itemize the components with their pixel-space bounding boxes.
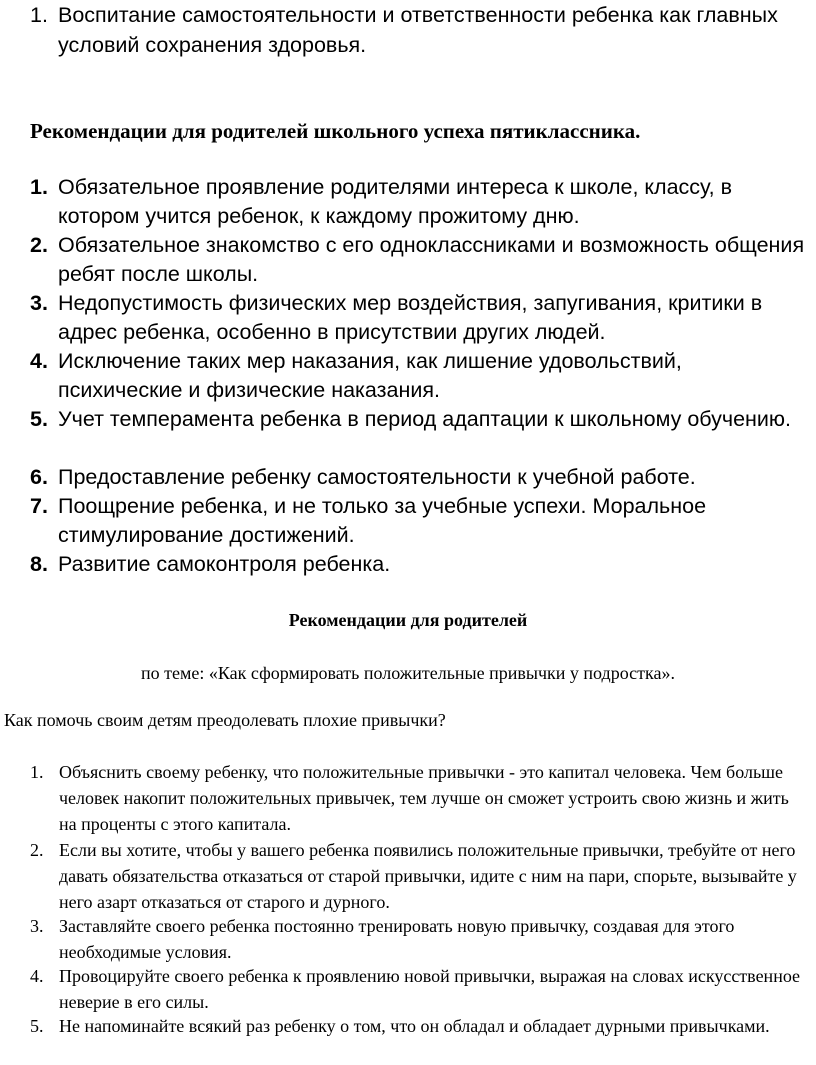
item-number: 3.: [30, 916, 44, 936]
list-item: [30, 759, 810, 837]
item-number: 2.: [30, 840, 44, 860]
item-number: 6.: [30, 465, 48, 489]
question-heading: Как помочь своим детям преодолевать плохие привычки?: [4, 710, 446, 730]
item-text: Предоставление ребенку самостоятельности к учебной работе.: [58, 465, 696, 489]
list-item: [30, 1013, 810, 1039]
item-text: Обязательное проявление родителями интереса к школе, классу, в котором учится ребенок, к каждому прожитому дню.: [58, 175, 733, 228]
item-text: Исключение таких мер наказания, как лишение удовольствий, психические и физические наказания.: [58, 349, 682, 402]
item-number: 1.: [30, 175, 48, 199]
list-item: [30, 173, 810, 231]
item-text: Заставляйте своего ребенка постоянно тренировать новую привычку, создавая для этого необходимые условия.: [59, 916, 735, 962]
item-number: 1.: [30, 762, 44, 782]
list-item: [30, 837, 810, 915]
list-item: [30, 347, 810, 405]
item-number: 8.: [30, 552, 48, 576]
item-number: 4.: [30, 966, 44, 986]
item-number: 3.: [30, 291, 48, 315]
item-number: 1.: [30, 3, 48, 27]
item-text: Объяснить своему ребенку, что положительные привычки - это капитал человека. Чем больше человек накопит положительных привычек, тем лучше он сможет устроить свою жизнь и жить на проценты с этого капитала.: [59, 762, 789, 834]
section-subtitle: по теме: «Как сформировать положительные привычки у подростка».: [141, 663, 675, 683]
item-text: Провоцируйте своего ребенка к проявлению новой привычки, выражая на словах искусственное неверие в его силы.: [59, 966, 801, 1012]
list-item: [30, 0, 800, 60]
item-number: 2.: [30, 233, 48, 257]
item-number: 5.: [30, 407, 48, 431]
list-item: [30, 289, 810, 347]
list-item: [30, 963, 810, 1015]
item-number: 7.: [30, 494, 48, 518]
list-item: [30, 463, 810, 492]
item-text: Если вы хотите, чтобы у вашего ребенка появились положительные привычки, требуйте от него давать обязательства отказаться от старой привычки, идите с ним на пари, спорьте, вызывайте у него азарт отказаться от старого и дурного.: [59, 840, 797, 912]
list-item: [30, 492, 810, 550]
list-item: [30, 550, 810, 579]
list-item: [30, 913, 810, 965]
list-item: [30, 231, 810, 289]
item-text: Обязательное знакомство с его одноклассниками и возможность общения ребят после школы.: [58, 233, 805, 286]
item-text: Не напоминайте всякий раз ребенку о том, что он обладал и обладает дурными привычками.: [59, 1016, 770, 1036]
item-text: Недопустимость физических мер воздействия, запугивания, критики в адрес ребенка, особенно в присутствии других людей.: [58, 291, 763, 344]
item-text: Учет темперамента ребенка в период адаптации к школьному обучению.: [58, 407, 792, 431]
item-number: 4.: [30, 349, 48, 373]
section-title-success: Рекомендации для родителей школьного успеха пятиклассника.: [30, 119, 641, 143]
item-text: Поощрение ребенка, и не только за учебные успехи. Моральное стимулирование достижений.: [58, 494, 707, 547]
list-item: [30, 405, 810, 434]
section-title-habits: Рекомендации для родителей: [288, 610, 528, 630]
item-text: Развитие самоконтроля ребенка.: [58, 552, 391, 576]
item-number: 5.: [30, 1016, 44, 1036]
item-text: Воспитание самостоятельности и ответственности ребенка как главных условий сохранения здоровья.: [58, 3, 778, 57]
